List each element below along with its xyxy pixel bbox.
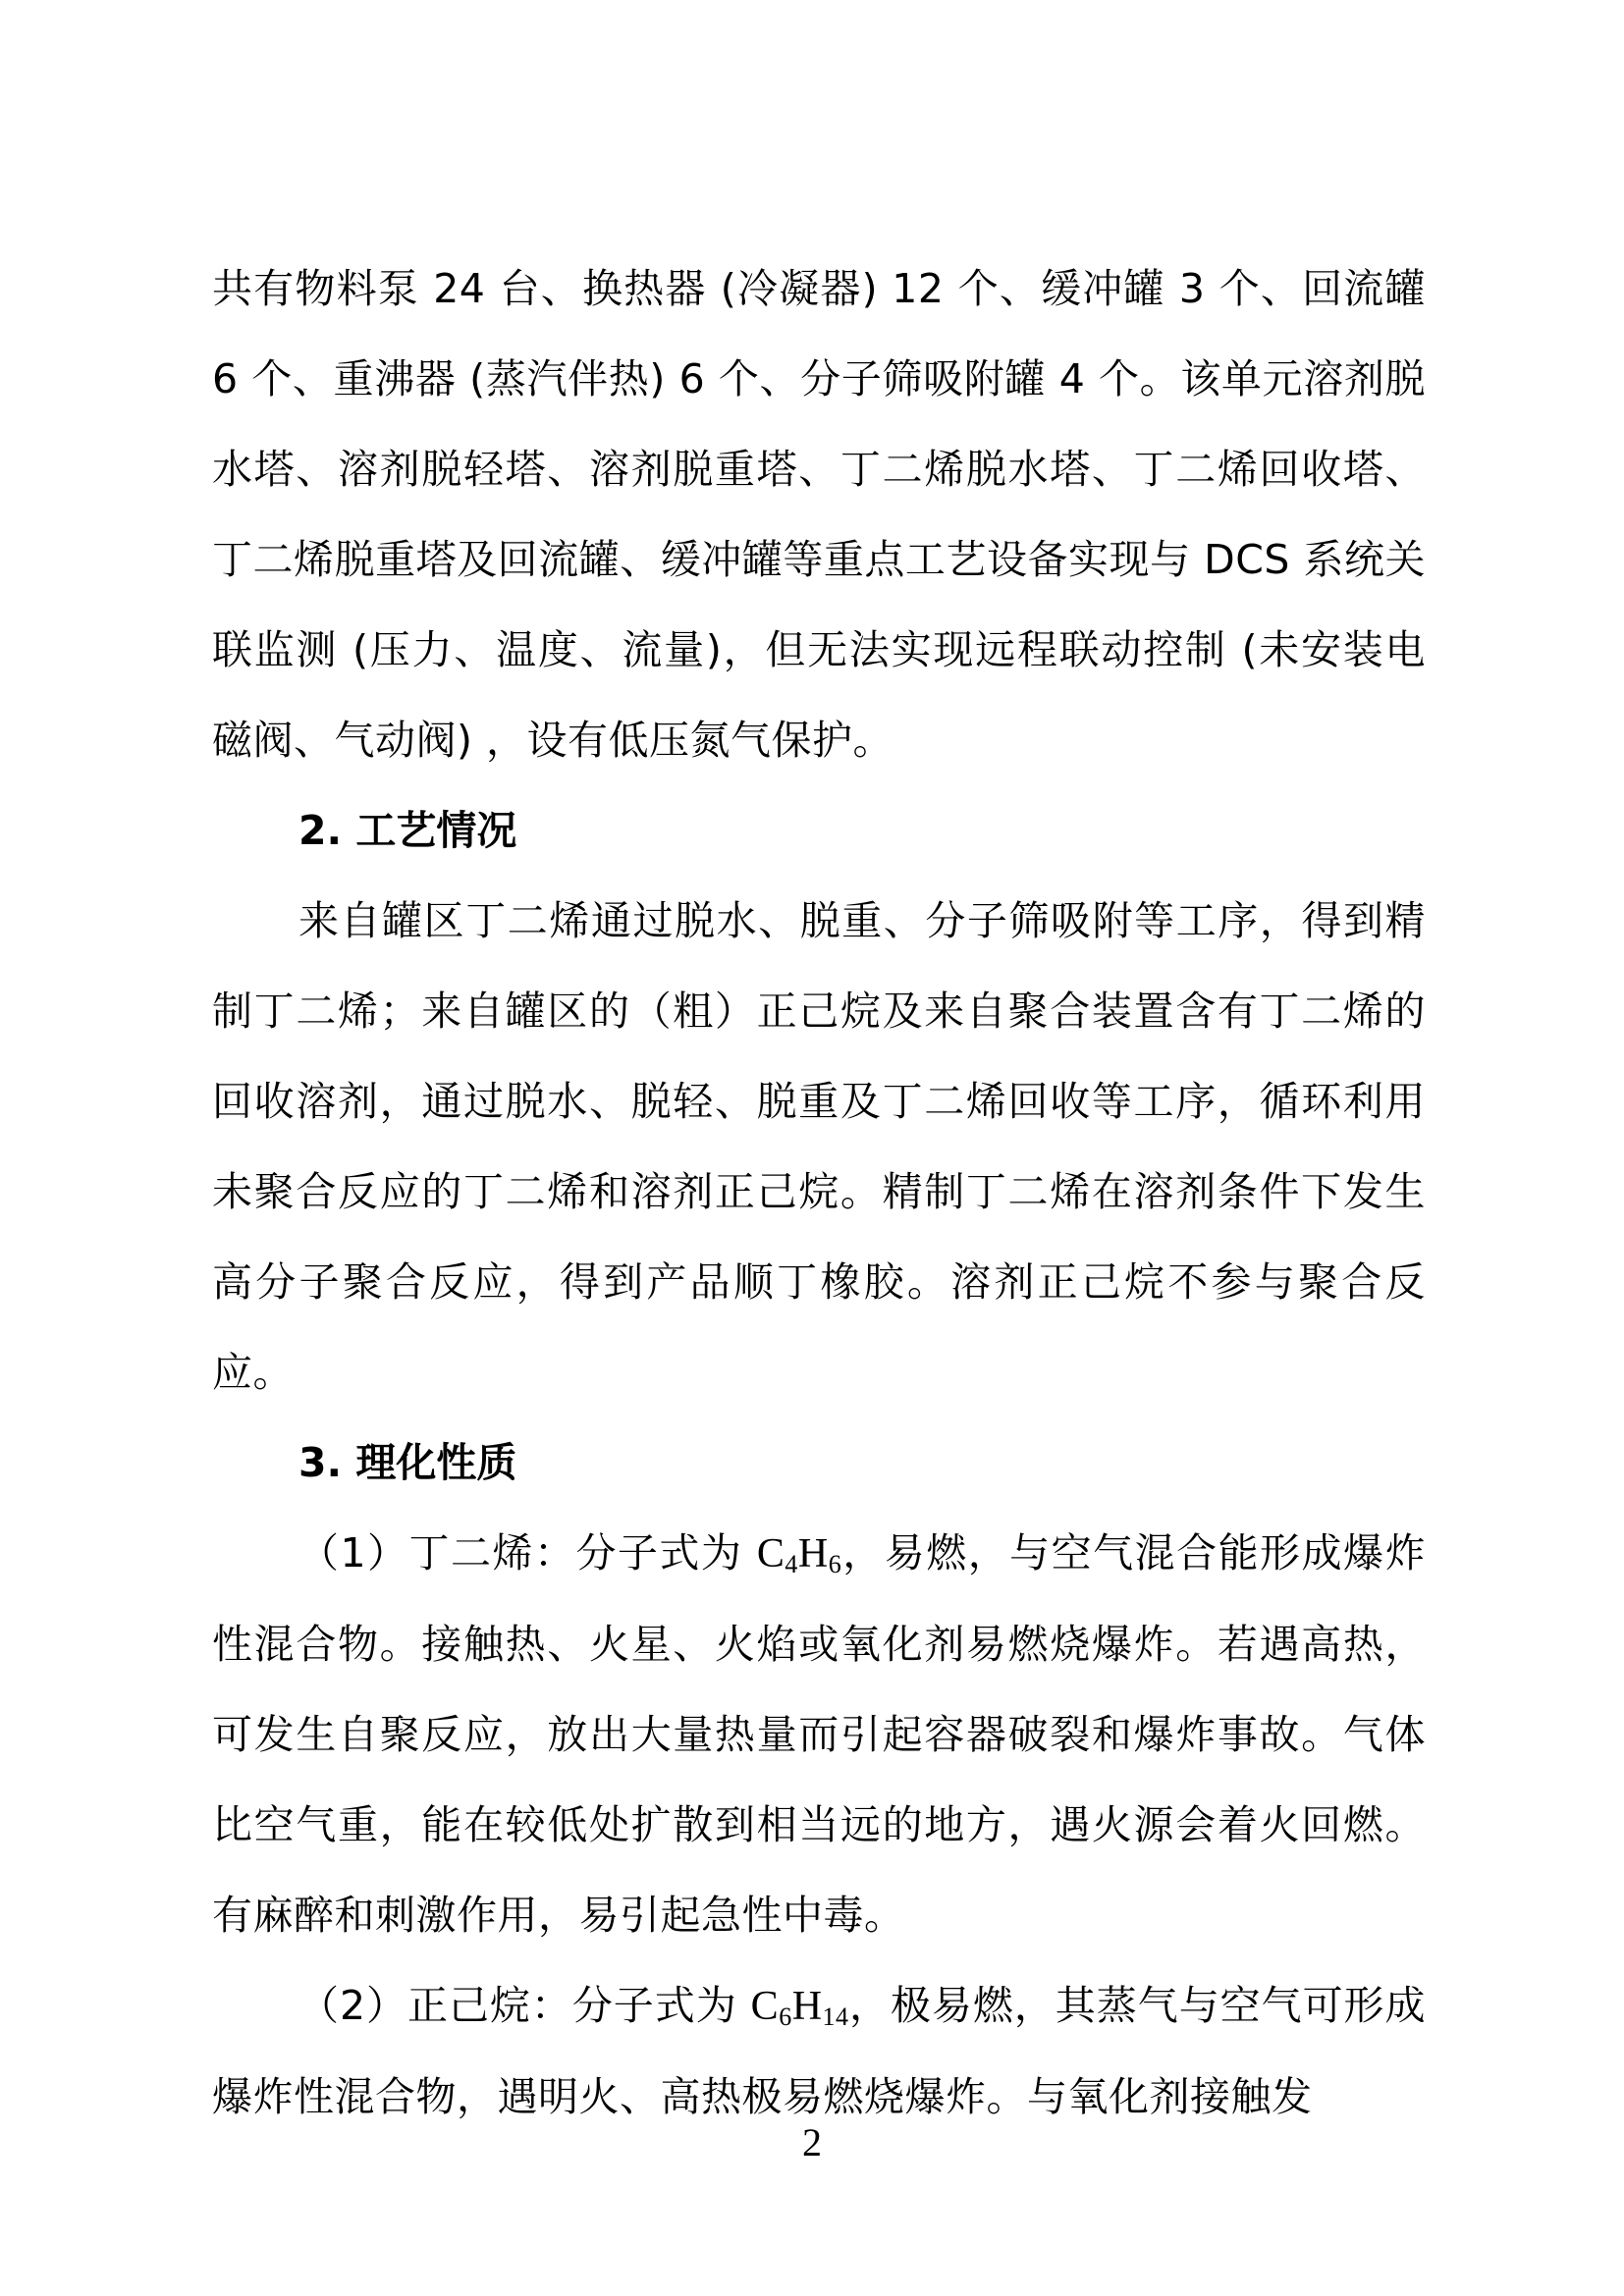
heading-process: 2. 工艺情况 [298, 807, 517, 854]
butadiene-description: ，易燃，与空气混合能形成爆炸性混合物。接触热、火星、火焰或氧化剂易燃烧爆炸。若遇高热，可发生自聚反应，放出大量热量而引起容器破裂和爆炸事故。气体比空气重，能在较低处扩散到相当远的地方，遇火源会着火回燃。有麻醉和刺激作用，易引起急性中毒。 [212, 1529, 1427, 1939]
paragraph-butadiene [212, 1508, 1426, 1960]
butadiene-lead: （1）丁二烯：分子式为 [298, 1529, 757, 1576]
butadiene-formula: $C_4H_6$ [756, 1531, 842, 1578]
paragraph-hexane [212, 1960, 1426, 2142]
heading-properties: 3. 理化性质 [298, 1439, 517, 1486]
hexane-formula: $C_6H_{14}$ [750, 1984, 849, 2031]
hexane-lead: （2）正己烷：分子式为 [298, 1982, 751, 2029]
hexane-description: ，极易燃，其蒸气与空气可形成爆炸性混合物，遇明火、高热极易燃烧爆炸。与氧化剂接触发 [212, 1982, 1426, 2120]
page-number: 2 [802, 2120, 822, 2164]
paragraph-process: 来自罐区丁二烯通过脱水、脱重、分子筛吸附等工序，得到精制丁二烯；来自罐区的（粗）正己烷及来自聚合装置含有丁二烯的回收溶剂，通过脱水、脱轻、脱重及丁二烯回收等工序，循环利用未聚合反应的丁二烯和溶剂正己烷。精制丁二烯在溶剂条件下发生高分子聚合反应，得到产品顺丁橡胶。溶剂正己烷不参与聚合反应。 [212, 897, 1426, 1396]
paragraph-equipment: 共有物料泵 24 台、换热器 (冷凝器) 12 个、缓冲罐 3 个、回流罐 6 个、重沸器 (蒸汽伴热) 6 个、分子筛吸附罐 4 个。该单元溶剂脱水塔、溶剂脱轻塔、溶剂脱重塔、丁二烯脱水塔、丁二烯回收塔、丁二烯脱重塔及回流罐、缓冲罐等重点工艺设备实现与 DCS 系统关联监测 (压力、温度、流量)，但无法实现远程联动控制 (未安装电磁阀、气动阀) ，设有低压氮气保护。 [212, 265, 1426, 764]
page-body [212, 243, 1426, 2142]
